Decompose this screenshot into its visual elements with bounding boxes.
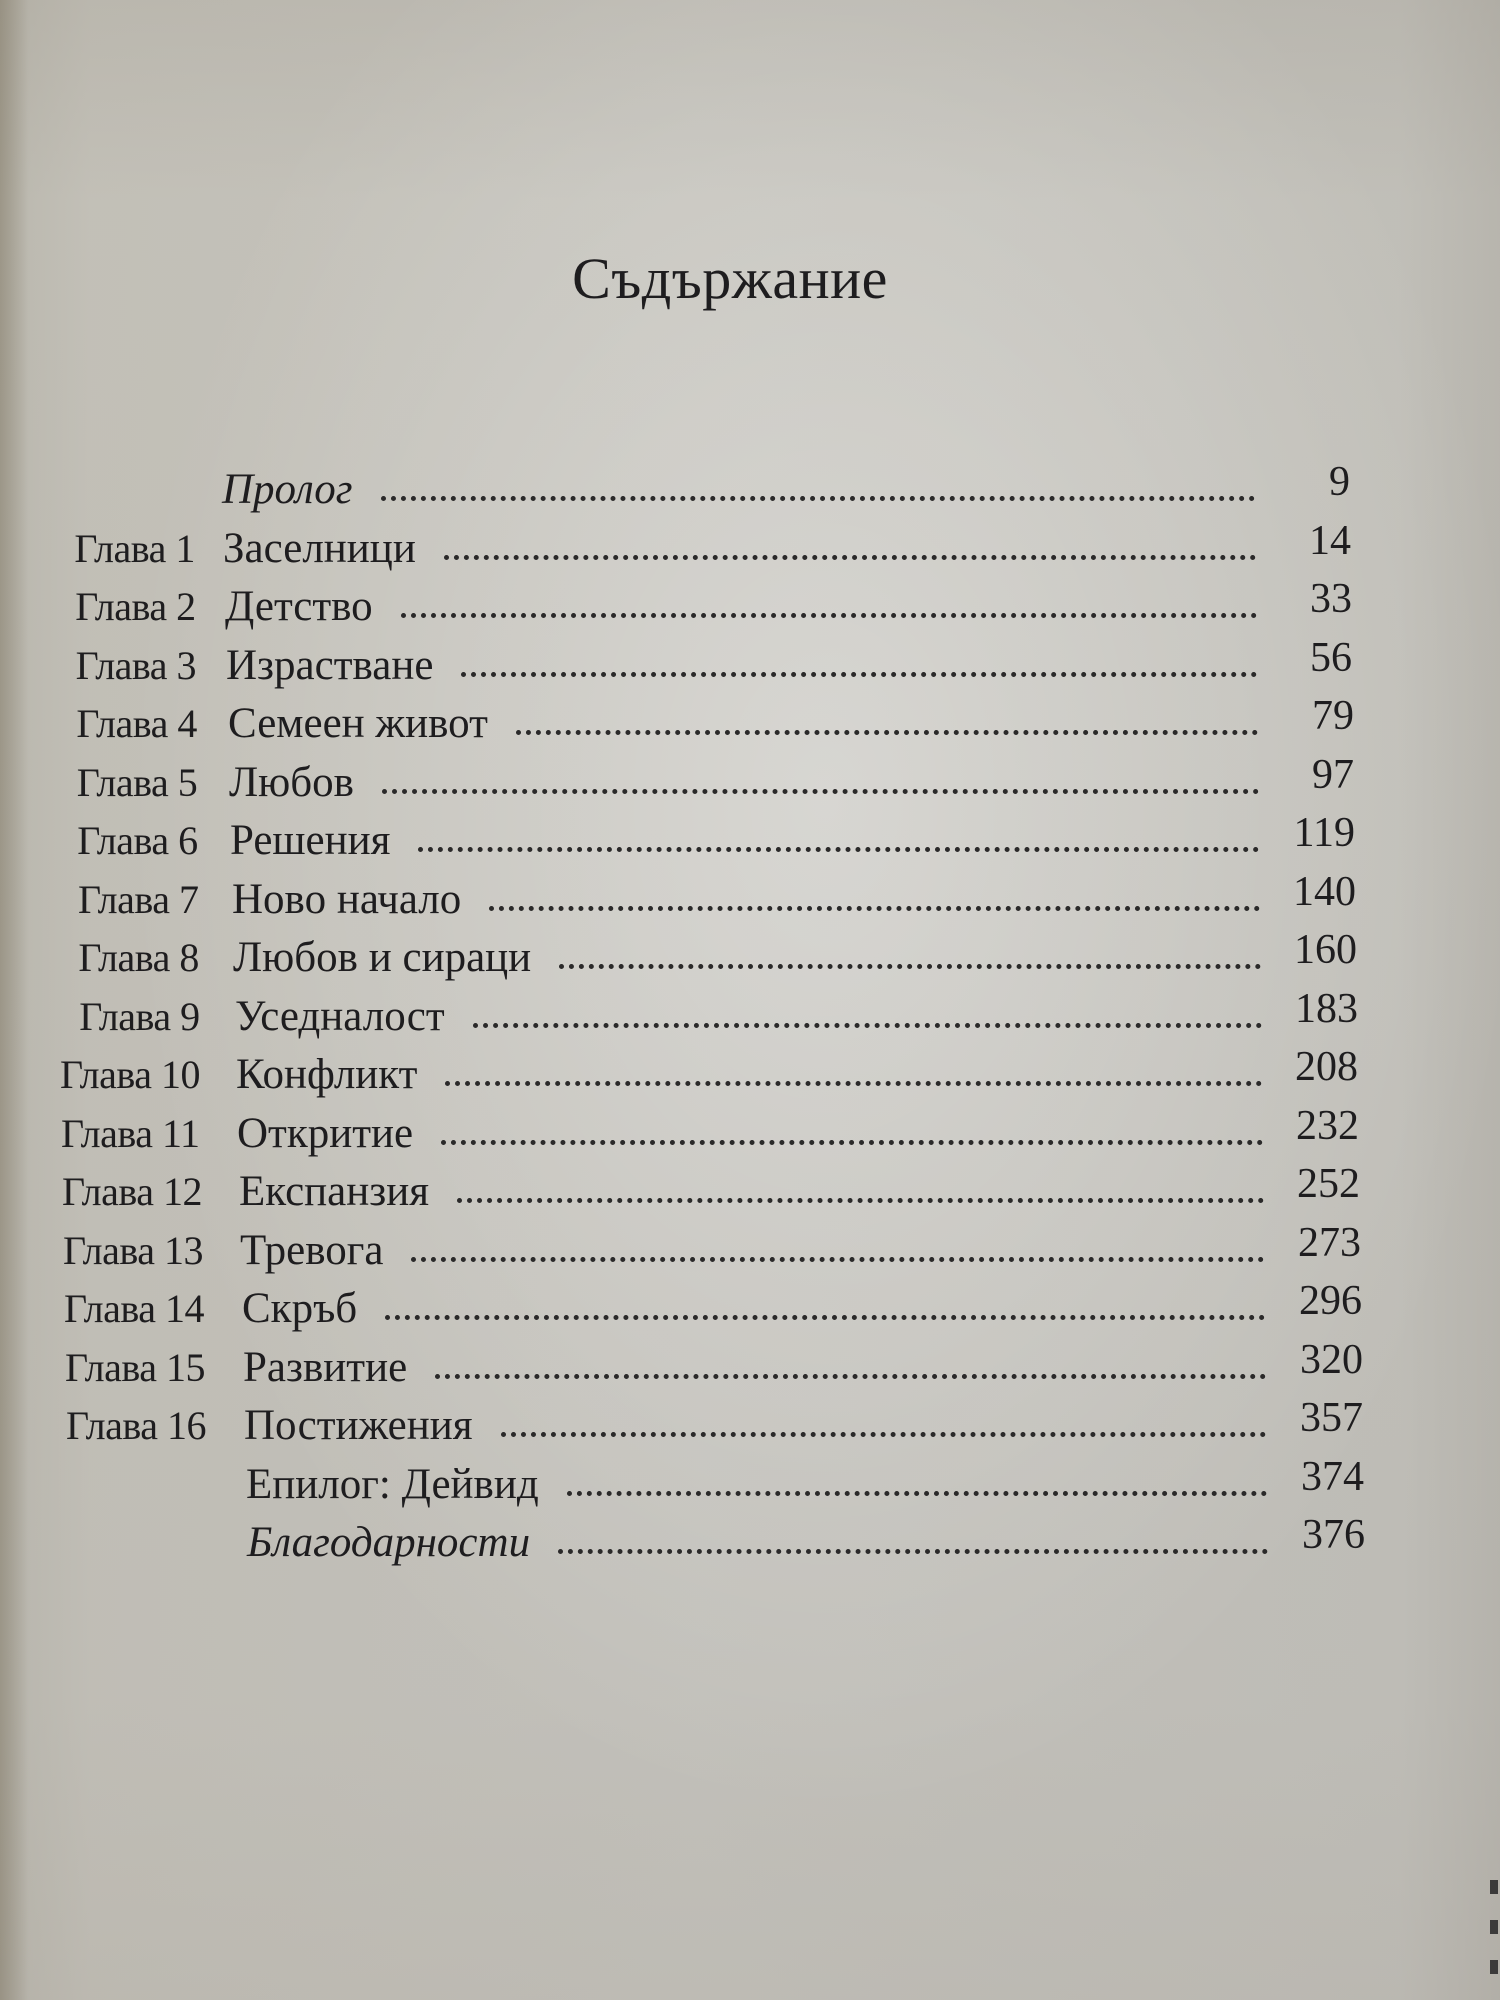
- toc-page-number: 14: [1309, 517, 1351, 564]
- toc-entry-title: Любов и сираци: [233, 934, 532, 981]
- toc-page-number: 183: [1295, 985, 1358, 1032]
- toc-chapter-label: Глава 4: [76, 701, 197, 746]
- toc-leader-dots: [461, 672, 1257, 677]
- page-title: Съдържание: [572, 246, 888, 311]
- toc-leader-dots: [473, 1023, 1262, 1028]
- toc-chapter-label: Глава 3: [75, 642, 197, 688]
- toc-entry-title: Пролог: [222, 466, 353, 513]
- toc-chapter-label: Глава 9: [79, 993, 200, 1039]
- toc-page-number: 97: [1312, 751, 1354, 798]
- toc-page-number: 374: [1301, 1453, 1364, 1500]
- toc-page-number: 208: [1295, 1044, 1358, 1090]
- toc-leader-dots: [489, 906, 1260, 911]
- toc-page-number: 33: [1310, 576, 1352, 622]
- toc-leader-dots: [418, 847, 1259, 852]
- toc-page-number: 119: [1293, 810, 1355, 856]
- toc-page-number: 376: [1302, 1512, 1365, 1558]
- toc-leader-dots: [441, 1140, 1263, 1145]
- toc-leader-dots: [411, 1257, 1264, 1262]
- toc-page-number: 9: [1329, 459, 1350, 505]
- toc-page-number: 296: [1299, 1278, 1362, 1324]
- toc-entry-title: Постижения: [244, 1402, 473, 1449]
- toc-entry-title: Благодарности: [247, 1519, 531, 1566]
- toc-entry-title: Детство: [225, 583, 373, 630]
- toc-entry-title: Развитие: [243, 1343, 408, 1391]
- toc-leader-dots: [401, 613, 1257, 618]
- toc-chapter-label: Глава 16: [66, 1403, 206, 1448]
- toc-chapter-label: Глава 6: [77, 818, 198, 863]
- toc-chapter-label: Глава 1: [74, 525, 195, 571]
- toc-leader-dots: [558, 1549, 1268, 1554]
- toc-page-number: 232: [1296, 1102, 1359, 1149]
- toc-leader-dots: [445, 1081, 1262, 1086]
- toc-leader-dots: [385, 1315, 1265, 1320]
- toc-chapter-label: Глава 8: [78, 935, 199, 980]
- edge-mark-bottom: [1490, 1960, 1498, 1974]
- toc-entry-title: Уседналост: [235, 992, 445, 1040]
- toc-chapter-label: Глава 15: [65, 1344, 205, 1390]
- toc-page-number: 320: [1300, 1336, 1363, 1383]
- toc-page-number: 357: [1300, 1395, 1363, 1441]
- toc-chapter-label: Глава 10: [60, 1052, 200, 1097]
- toc-chapter-label: Глава 2: [75, 584, 196, 629]
- toc-leader-dots: [444, 555, 1256, 560]
- toc-entry-title: Израстване: [226, 641, 434, 689]
- toc-page-number: 140: [1293, 868, 1356, 915]
- toc-entry-title: Скръб: [242, 1285, 358, 1332]
- toc-entry-title: Тревога: [240, 1226, 384, 1274]
- toc-leader-dots: [567, 1491, 1267, 1496]
- toc-leader-dots: [457, 1198, 1264, 1203]
- toc-leader-dots: [501, 1432, 1266, 1437]
- toc-chapter-label: Глава 13: [63, 1227, 203, 1273]
- toc-entry-title: Конфликт: [236, 1051, 418, 1098]
- toc-leader-dots: [381, 496, 1255, 501]
- toc-leader-dots: [559, 964, 1261, 969]
- toc-page-number: 56: [1310, 634, 1352, 681]
- toc-entry-title: Ново начало: [232, 875, 462, 923]
- toc-chapter-label: Глава 7: [78, 876, 199, 922]
- toc-entry-title: Откритие: [237, 1109, 414, 1157]
- toc-page-number: 79: [1312, 693, 1354, 739]
- toc-page-number: 252: [1297, 1161, 1360, 1207]
- toc-entry: [0, 1513, 1500, 1573]
- toc-entry-title: Епилог: Дейвид: [246, 1460, 539, 1508]
- toc-leader-dots: [516, 730, 1258, 735]
- toc-chapter-label: Глава 11: [61, 1110, 200, 1156]
- toc-leader-dots: [382, 789, 1259, 794]
- toc-entry-title: Експанзия: [239, 1168, 430, 1215]
- toc-entry-title: Заселници: [223, 524, 416, 572]
- toc-chapter-label: Глава 14: [64, 1286, 204, 1331]
- toc-chapter-label: Глава 12: [62, 1169, 202, 1214]
- toc-entry-title: Семеен живот: [228, 700, 488, 747]
- toc-chapter-label: Глава 5: [76, 759, 198, 805]
- toc-entry-title: Решения: [230, 817, 391, 864]
- edge-mark-top: [1490, 1880, 1498, 1894]
- toc-leader-dots: [435, 1374, 1266, 1379]
- toc-entry-title: Любов: [229, 758, 354, 806]
- toc-page-number: 273: [1298, 1219, 1361, 1266]
- edge-mark-middle: [1490, 1920, 1498, 1934]
- toc-page-number: 160: [1294, 927, 1357, 973]
